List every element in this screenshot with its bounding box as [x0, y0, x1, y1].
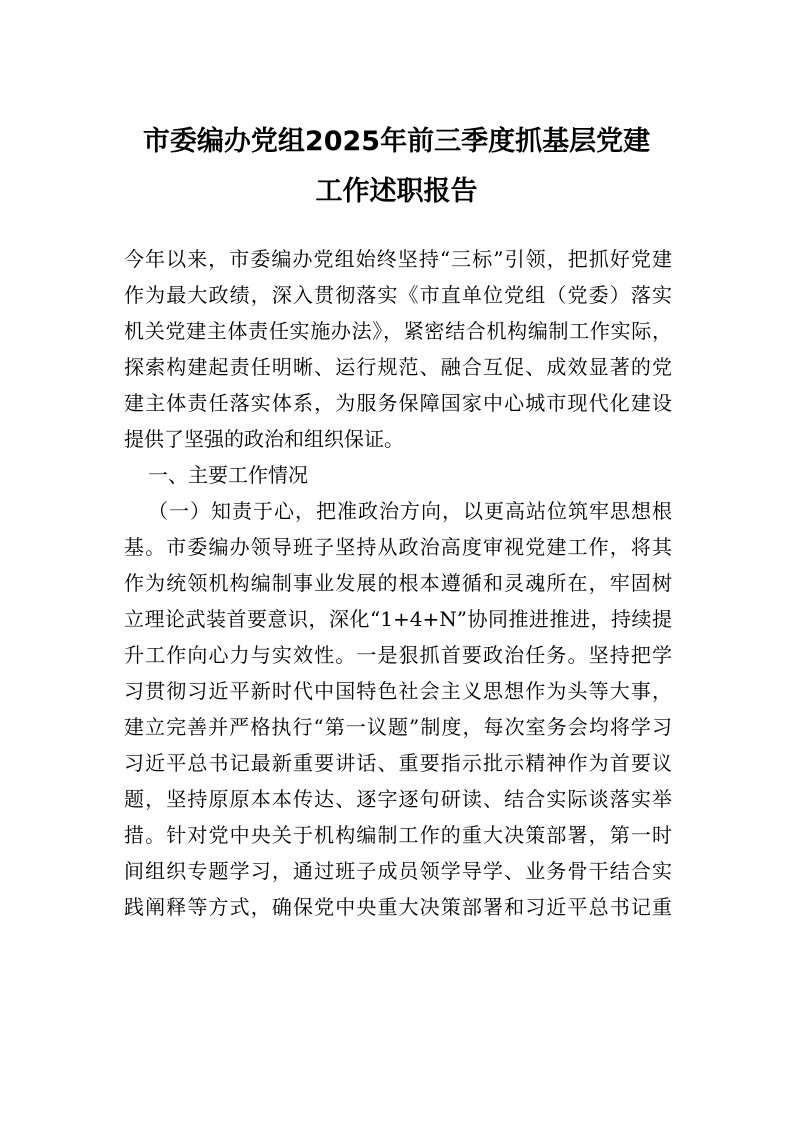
- paragraph-line: 习近平总书记最新重要讲话、重要指示批示精神作为首要议: [124, 751, 672, 775]
- paragraph-line: 习贯彻习近平新时代中国特色社会主义思想作为头等大事，: [124, 679, 672, 703]
- paragraph-line: 践阐释等方式，确保党中央重大决策部署和习近平总书记重: [124, 895, 672, 919]
- paragraph-line: 探索构建起责任明晰、运行规范、融合互促、成效显著的党: [124, 355, 672, 379]
- paragraph-line: 基。市委编办领导班子坚持从政治高度审视党建工作，将其: [124, 535, 672, 559]
- document-title-line-1: 市委编办党组2025年前三季度抓基层党建: [142, 126, 651, 157]
- paragraph-line: 机关党建主体责任实施办法》，紧密结合机构编制工作实际，: [124, 319, 672, 343]
- section-heading: 一、主要工作情况: [148, 463, 308, 487]
- paragraph-line: 措。针对党中央关于机构编制工作的重大决策部署，第一时: [124, 823, 672, 847]
- paragraph-line: 建立完善并严格执行“第一议题”制度，每次室务会均将学习: [124, 715, 672, 739]
- paragraph-line: 间组织专题学习，通过班子成员领学导学、业务骨干结合实: [124, 859, 672, 883]
- paragraph-line: 今年以来，市委编办党组始终坚持“三标”引领，把抓好党建: [124, 247, 672, 271]
- paragraph-line: 建主体责任落实体系，为服务保障国家中心城市现代化建设: [124, 391, 672, 415]
- paragraph-line: 升工作向心力与实效性。一是狠抓首要政治任务。坚持把学: [124, 643, 672, 667]
- paragraph-line: 立理论武装首要意识，深化“1+4+N”协同推进推进，持续提: [124, 607, 672, 631]
- paragraph-line: 作为最大政绩，深入贯彻落实《市直单位党组（党委）落实: [124, 283, 672, 307]
- paragraph-line: （一）知责于心，把准政治方向，以更高站位筑牢思想根: [148, 499, 672, 523]
- paragraph-line: 提供了坚强的政治和组织保证。: [124, 427, 404, 451]
- document-title-line-2: 工作述职报告: [315, 176, 478, 207]
- paragraph-line: 作为统领机构编制事业发展的根本遵循和灵魂所在，牢固树: [124, 571, 672, 595]
- paragraph-line: 题，坚持原原本本传达、逐字逐句研读、结合实际谈落实举: [124, 787, 672, 811]
